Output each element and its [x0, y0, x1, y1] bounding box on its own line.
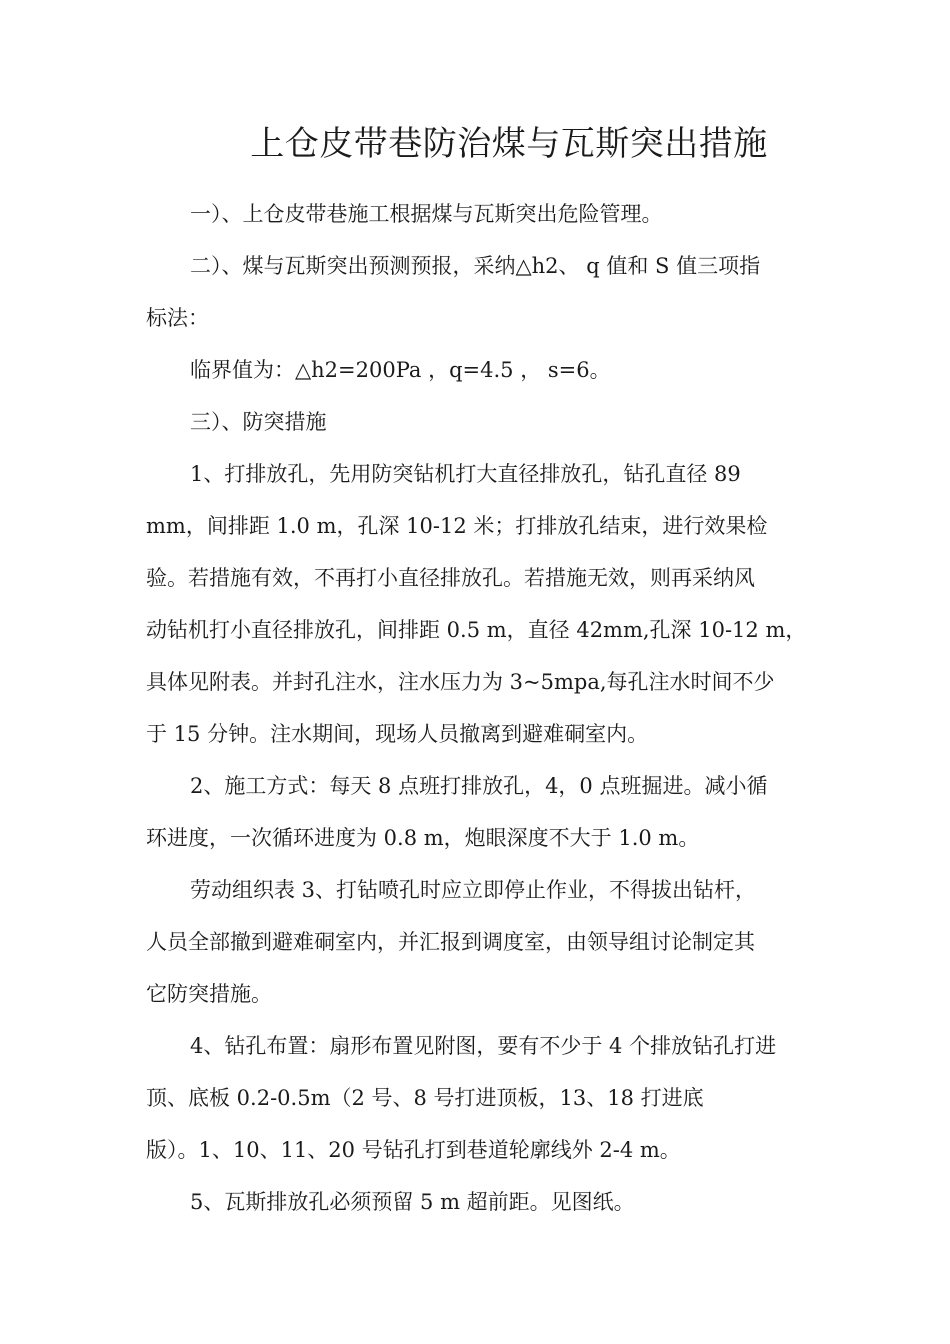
text-line: 动钻机打小直径排放孔，间排距 0.5 m，直径 42mm,孔深 10-12 m，: [146, 618, 807, 642]
text-line: 5、瓦斯排放孔必须预留 5 m 超前距。见图纸。: [190, 1190, 635, 1214]
text-line: 标法：: [146, 306, 209, 330]
text-line: 4、钻孔布置：扇形布置见附图，要有不少于 4 个排放钻孔打进: [190, 1034, 777, 1058]
text-line: 人员全部撤到避难硐室内，并汇报到调度室，由领导组讨论制定其: [146, 930, 755, 954]
document-body: [146, 188, 808, 1228]
document-title: 上仓皮带巷防治煤与瓦斯突出措施: [250, 124, 768, 164]
text-line: 二）、煤与瓦斯突出预测预报，采纳△h2、 q 值和 S 值三项指: [190, 254, 761, 278]
text-line: 三）、防突措施: [190, 410, 327, 434]
text-line: 一）、上仓皮带巷施工根据煤与瓦斯突出危险管理。: [190, 202, 663, 226]
text-line: 于 15 分钟。注水期间，现场人员撤离到避难硐室内。: [146, 722, 649, 746]
text-line: 具体见附表。并封孔注水，注水压力为 3~5mpa,每孔注水时间不少: [146, 670, 775, 694]
text-line: 验。若措施有效，不再打小直径排放孔。若措施无效，则再采纳风: [146, 566, 755, 590]
text-line: 顶、底板 0.2-0.5m（2 号、8 号打进顶板，13、18 打进底: [146, 1086, 704, 1110]
text-line: mm，间排距 1.0 m，孔深 10-12 米；打排放孔结束，进行效果检: [146, 514, 768, 538]
text-line: 版）。1、10、11、20 号钻孔打到巷道轮廓线外 2-4 m。: [146, 1138, 681, 1162]
text-line: 环进度，一次循环进度为 0.8 m，炮眼深度不大于 1.0 m。: [146, 826, 700, 850]
text-line: 2、施工方式：每天 8 点班打排放孔，4，0 点班掘进。减小循: [190, 774, 768, 798]
text-line: 劳动组织表 3、打钻喷孔时应立即停止作业，不得拔出钻杆，: [190, 878, 757, 902]
text-line: 1、打排放孔，先用防突钻机打大直径排放孔，钻孔直径 89: [190, 462, 741, 486]
text-line: 它防突措施。: [146, 982, 272, 1006]
text-line: 临界值为：△h2=200Pa ，q=4.5 ， s=6。: [190, 358, 611, 382]
